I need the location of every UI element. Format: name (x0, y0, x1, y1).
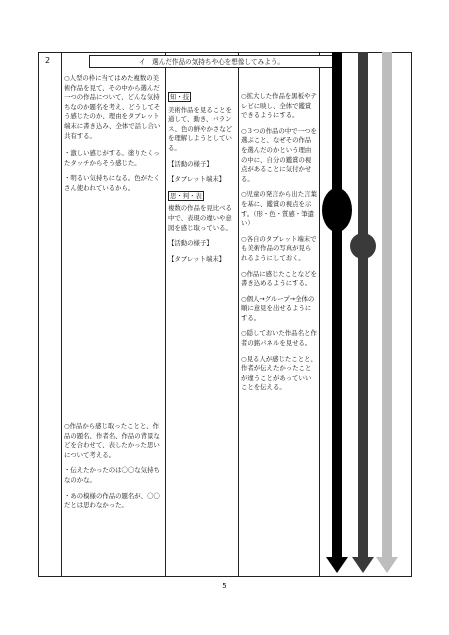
support-text: ○各自のタブレット端末でも美術作品の写真が見られるようにしておく。 (241, 234, 317, 262)
support-text: ○作品に感じたことなどを書き込めるようにする。 (241, 269, 317, 288)
activity-text: ○人型の枠に当てはめた複数の美術作品を見て、その中から選んだ一つの作品について、どんな気持ちなのか題名を考え、どうしてそう感じたのか、理由をタブレット端末に書き込み、全体で話し合い共有する。 (64, 74, 161, 140)
progress-arrows (318, 52, 412, 577)
evaluation-method: 【活動の様子】 (168, 239, 213, 248)
arrow-bar-light-gray (376, 52, 398, 573)
support-text: ○隠しておいた作品名と作者の銘パネルを見せる。 (241, 329, 317, 348)
support-text: ○拡大した作品を黒板やテレビに映し、全体で鑑賞できるようにする。 (241, 92, 317, 120)
support-text: ○３つの作品の中で一つを選ぶこと、なぜその作品を選んだのかという理由の中に、自分の鑑賞の視点があることに気付かせる。 (241, 126, 317, 183)
activity-column (64, 74, 162, 200)
column-divider (238, 53, 239, 576)
arrow-bar-black (322, 52, 352, 573)
criterion-tag: 知・技 (170, 93, 190, 101)
student-response: ・明るい気持ちになる。色がたくさん使われているから。 (64, 174, 160, 192)
support-text: ○児童の発言から出た言葉を基に、鑑賞の視点を示す。（形・色・質感・筆遣い） (241, 190, 317, 228)
column-divider (165, 53, 166, 576)
support-text: ○個人→グループ→全体の順に意見を出せるようにする。 (241, 294, 315, 322)
activity-column-lower (64, 422, 162, 517)
activity-text: ○作品から感じ取ったことと、作品の題名、作者名、作品の背景などを合わせて、表したかった思いについて考える。 (64, 422, 160, 459)
student-response: ・あの模様の作品の題名が、〇〇だとは思わなかった。 (64, 491, 160, 510)
criterion-tag: 思・判・表 (170, 191, 202, 200)
evaluation-method: 【タブレット端末】 (168, 175, 226, 184)
evaluation-text: 美術作品を見ることを通して、動き、バランス、色の鮮やかさなどを理解しようとしている。 (168, 105, 233, 152)
student-response: ・伝えたかったのは〇〇な気持ちなのかな。 (64, 466, 160, 484)
activity-title: イ 選んだ作品の気持ちや心を想像してみよう。 (89, 55, 334, 68)
support-column (241, 92, 317, 399)
support-text: ○見る人が感じたことと、作者が伝えたかったことが違うことがあっていいことを伝える。 (241, 354, 317, 392)
evaluation-column (168, 92, 236, 270)
evaluation-text: 複数の作品を見比べる中で、表現の違いや意図を感じ取っている。 (168, 204, 232, 232)
evaluation-method: 【タブレット端末】 (168, 254, 226, 263)
section-number: 2 (45, 56, 51, 65)
evaluation-method: 【活動の様子】 (168, 159, 213, 168)
student-response: ・激しい感じがする。塗りたくったタッチからそう感じた。 (64, 149, 160, 167)
arrow-bar-dark-gray (350, 52, 376, 573)
column-divider (61, 53, 62, 576)
page-number: 5 (222, 582, 227, 590)
